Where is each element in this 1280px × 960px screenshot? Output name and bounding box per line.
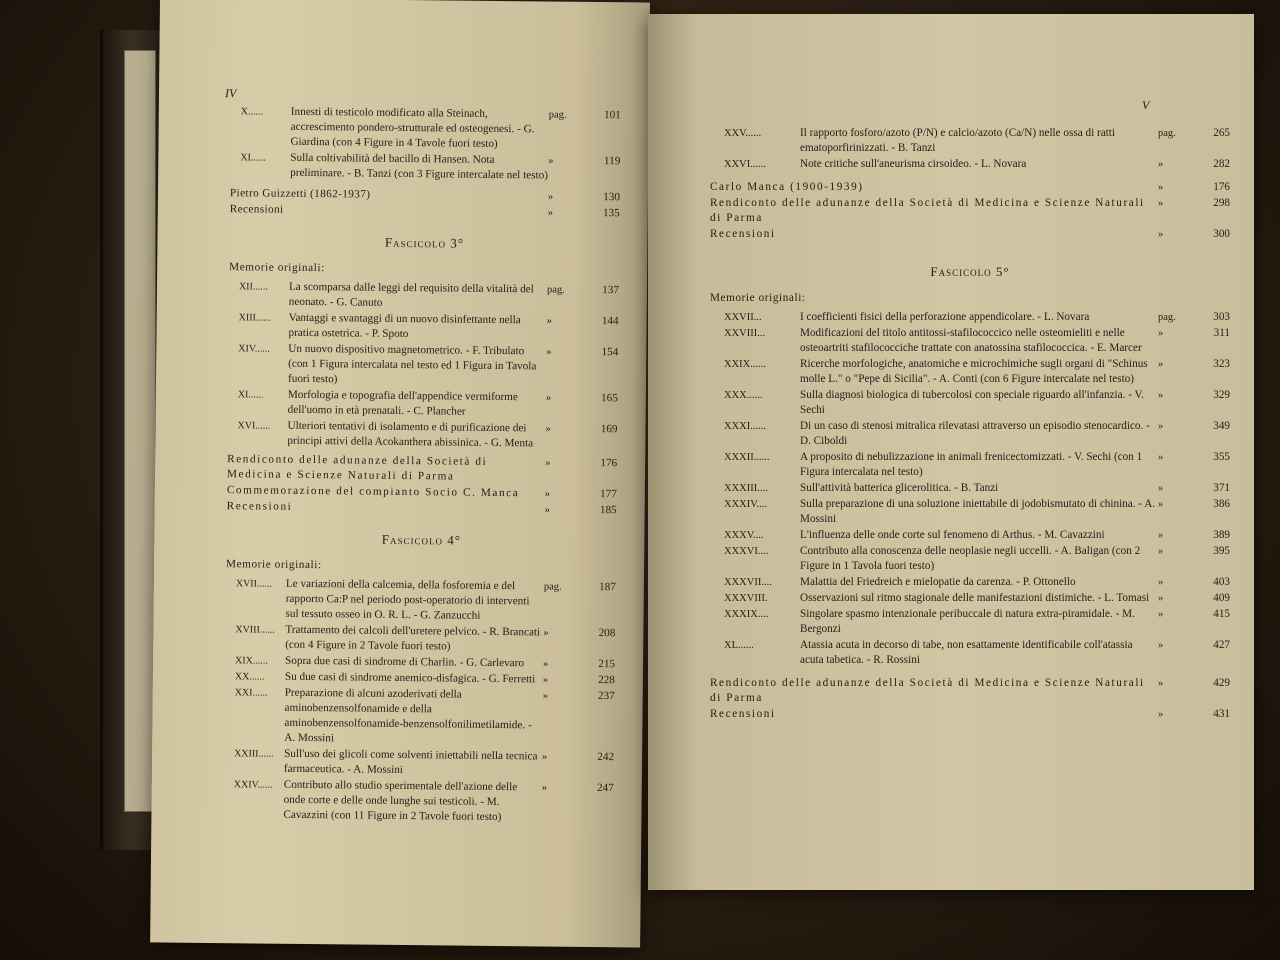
- page-reference: 176: [1213, 181, 1230, 193]
- entry-number: XXXVI....: [724, 546, 769, 557]
- page-prefix: »: [1158, 546, 1164, 557]
- page-prefix: »: [1158, 483, 1164, 494]
- toc-entry: [710, 326, 1230, 356]
- entry-number: XII......: [238, 281, 268, 293]
- page-prefix: »: [547, 191, 554, 203]
- page-prefix: »: [546, 346, 552, 358]
- toc-entry: [710, 575, 1230, 590]
- entry-number: XIX......: [235, 655, 268, 667]
- toc-entry: [230, 150, 620, 184]
- page-reference: 429: [1213, 677, 1230, 689]
- page-prefix: »: [1158, 359, 1164, 370]
- section-title: Pietro Guizzetti (1862-1937): [229, 187, 371, 201]
- toc-entry: [710, 419, 1230, 449]
- memorie-originali-label: Memorie originali:: [229, 261, 325, 275]
- toc-entry: [228, 341, 618, 390]
- entry-number: XXVI......: [724, 159, 766, 170]
- page-reference: 169: [600, 423, 618, 436]
- entry-title: Singolare spasmo intenzionale peribuccale di natura extra-piramidale. - M. Bergonzi: [800, 608, 1135, 635]
- page-reference: 303: [1213, 311, 1230, 323]
- section-title: Recensioni: [710, 228, 776, 240]
- page-reference: 208: [598, 627, 616, 640]
- page-reference: 300: [1213, 228, 1230, 240]
- entry-title: Su due casi di sindrome anemico-disfagica. - G. Ferretti: [284, 670, 536, 686]
- entry-number: XVIII......: [235, 624, 275, 636]
- entry-number: XXXIX....: [724, 609, 769, 620]
- entry-title: Ulteriori tentativi di isolamento e di purificazione dei principi attivi della Acokanthera abissinica. - G. Menta: [287, 419, 534, 450]
- page-prefix: »: [1158, 421, 1164, 432]
- page-reference: 265: [1213, 127, 1230, 139]
- entry-title: Le variazioni della calcemia, della fosforemia e del rapporto Ca:P nel periodo post-operatorio di interventi sul tessuto osseo in O. R. L. - G. Zanzucchi: [285, 577, 530, 622]
- page-reference: 247: [596, 782, 614, 795]
- toc-entry: [230, 104, 620, 153]
- page-reference: 355: [1213, 451, 1230, 463]
- entry-number: XXVIII...: [724, 328, 766, 339]
- entry-number: XXXIII....: [724, 483, 768, 494]
- page-reference: 165: [600, 392, 618, 405]
- left-page-contents: [223, 104, 621, 827]
- entry-title: Di un caso di stenosi mitralica rilevatasi attraverso un episodio stenocardico. - D. Ciboldi: [800, 420, 1150, 447]
- entry-number: XXXII......: [724, 452, 770, 463]
- entry-title: Sulla coltivabilità del bacillo di Hansen. Nota preliminare. - B. Tanzi (con 3 Figure intercalate nel testo): [290, 151, 549, 182]
- toc-entry: [224, 685, 615, 749]
- entry-number: XL......: [724, 640, 754, 651]
- page-prefix: pag.: [548, 109, 567, 121]
- entry-number: XXXVII....: [724, 577, 772, 588]
- entry-title: Malattia del Friedreich e mielopatie da carenza. - P. Ottonello: [800, 576, 1076, 588]
- page-number-v: V: [1142, 98, 1150, 112]
- section-title: Rendiconto delle adunanze della Società di Medicina e Scienze Naturali di Parma: [710, 677, 1145, 704]
- page-prefix: »: [1158, 640, 1164, 651]
- toc-entry: [710, 607, 1230, 637]
- page-prefix: »: [544, 488, 551, 500]
- page-prefix: »: [1158, 198, 1164, 209]
- entry-title: Morfologia e topografia dell'appendice vermiforme dell'uomo in età prenatali. - C. Plancher: [287, 388, 518, 418]
- toc-entry: [228, 310, 618, 344]
- page-prefix: »: [542, 690, 549, 702]
- entry-title: Contributo alla conoscenza delle neoplasie negli uccelli. - A. Baligan (con 2 Figure in 1 Tavola fuori testo): [800, 545, 1141, 572]
- page-prefix: »: [548, 155, 554, 167]
- right-page: [648, 14, 1254, 890]
- toc-section-entry: [710, 196, 1230, 226]
- page-reference: 185: [599, 504, 617, 517]
- entry-number: XXIX......: [724, 359, 766, 370]
- page-reference: 237: [597, 690, 615, 703]
- entry-title: Ricerche morfologiche, anatomiche e microchimiche sugli organi di "Schinus molle L." o "Pepe di Sicilia". - A. Conti (con 6 Figure intercalate nel testo): [800, 358, 1148, 385]
- page-reference: 403: [1213, 576, 1230, 588]
- page-reference: 395: [1213, 545, 1230, 557]
- entry-title: A proposito di nebulizzazione in animali frenicectomizzati. - V. Sechi (con 1 Figura intercalata nel testo): [800, 451, 1143, 478]
- page-reference: 282: [1213, 158, 1230, 170]
- page-prefix: »: [545, 392, 552, 404]
- toc-entry: [710, 638, 1230, 668]
- entry-title: Trattamento dei calcoli dell'uretere pelvico. - R. Brancati (con 4 Figure in 2 Tavole fuori testo): [285, 623, 541, 653]
- entry-title: Un nuovo dispositivo magnetometrico. - F. Tribulato (con 1 Figura intercalata nel testo ed 1 Figura in Tavola fuori testo): [287, 342, 537, 386]
- page-reference: 130: [603, 191, 621, 204]
- page-prefix: pag.: [1158, 128, 1176, 139]
- page-prefix: pag.: [1158, 312, 1176, 323]
- page-prefix: »: [547, 207, 554, 219]
- entry-number: XXIV......: [233, 779, 273, 791]
- toc-entry: [229, 279, 619, 313]
- page-reference: 389: [1213, 529, 1230, 541]
- page-prefix: »: [1158, 182, 1164, 193]
- entry-number: XXXIV....: [724, 499, 767, 510]
- page-reference: 431: [1213, 708, 1230, 720]
- toc-entry: [710, 310, 1230, 325]
- entry-title: Sopra due casi di sindrome di Charlin. - G. Carlevaro: [285, 654, 525, 670]
- entry-title: Sull'uso dei glicoli come solventi iniettabili nella tecnica farmaceutica. - A. Mossini: [283, 747, 538, 777]
- page-prefix: »: [541, 782, 548, 794]
- page-reference: 101: [603, 109, 621, 122]
- entry-title: Il rapporto fosforo/azoto (P/N) e calcio/azoto (Ca/N) nelle ossa di ratti ematoporfirinizzati. - B. Tanzi: [800, 127, 1116, 154]
- entry-number: XXI......: [234, 687, 268, 699]
- entry-number: XIII......: [238, 312, 271, 324]
- page-prefix: »: [1158, 609, 1164, 620]
- entry-number: XXIII......: [234, 748, 274, 760]
- toc-entry: [223, 777, 613, 826]
- page-prefix: »: [543, 627, 549, 639]
- toc-entry: [710, 388, 1230, 418]
- toc-section-entry: [710, 676, 1230, 706]
- toc-entry: [710, 357, 1230, 387]
- entry-number: XXX......: [724, 390, 763, 401]
- section-title: Rendiconto delle adunanze della Società di Medicina e Scienze Naturali di Parma: [710, 197, 1145, 224]
- toc-section-entry: [227, 499, 617, 518]
- entry-title: Note critiche sull'aneurisma cirsoideo. - L. Novara: [800, 158, 1027, 170]
- section-title: Recensioni: [710, 708, 776, 720]
- page-reference: 298: [1213, 197, 1230, 209]
- memorie-originali-label: Memorie originali:: [710, 292, 806, 304]
- page-prefix: »: [1158, 593, 1164, 604]
- entry-title: Osservazioni sul ritmo stagionale delle manifestazioni distimiche. - L. Tomasi: [800, 592, 1150, 604]
- page-prefix: pag.: [546, 284, 565, 296]
- toc-entry: [228, 387, 618, 421]
- toc-entry: [710, 497, 1230, 527]
- toc-entry: [225, 622, 615, 656]
- entry-number: XXXI......: [724, 421, 766, 432]
- page-prefix: »: [544, 504, 550, 516]
- toc-entry: [710, 528, 1230, 543]
- section-title: Recensioni: [226, 500, 293, 513]
- page-reference: 135: [602, 207, 620, 220]
- page-reference: 215: [598, 658, 616, 671]
- left-page: [150, 0, 650, 948]
- page-reference: 119: [603, 155, 621, 168]
- page-reference: 311: [1213, 327, 1230, 339]
- page-reference: 187: [599, 581, 616, 594]
- page-reference: 177: [599, 488, 617, 501]
- page-prefix: »: [546, 315, 552, 327]
- entry-number: XVI......: [237, 420, 271, 432]
- fascicolo-4-heading: Fascicolo 4°: [381, 531, 462, 548]
- page-prefix: »: [542, 674, 549, 686]
- page-reference: 228: [598, 674, 615, 687]
- page-number-iv: IV: [224, 86, 237, 101]
- toc-entry: [710, 481, 1230, 496]
- entry-title: L'influenza delle onde corte sul fenomeno di Arthus. - M. Cavazzini: [800, 529, 1105, 541]
- entry-title: Sulla preparazione di una soluzione iniettabile di jodobismutato di chinina. - A. Mossini: [800, 498, 1156, 525]
- section-title: Recensioni: [229, 203, 284, 216]
- entry-number: XXVII...: [724, 312, 762, 323]
- page-reference: 137: [602, 284, 620, 297]
- page-reference: 386: [1213, 498, 1230, 510]
- page-prefix: »: [1158, 499, 1164, 510]
- page-prefix: »: [542, 658, 549, 670]
- page-reference: 349: [1213, 420, 1230, 432]
- toc-entry: [710, 126, 1230, 156]
- toc-entry: [227, 418, 617, 452]
- right-page-contents: [710, 126, 1230, 723]
- section-title: Carlo Manca (1900-1939): [710, 181, 864, 193]
- toc-section-entry: [710, 180, 1230, 195]
- toc-section-entry: [710, 707, 1230, 722]
- page-reference: 427: [1213, 639, 1230, 651]
- entry-title: Modificazioni del titolo antitossi-stafilococcico nelle osteomieliti e nelle osteoartriti stafilococciche trattate con anatossina stafilococcica. - E. Marcer: [800, 327, 1142, 354]
- toc-entry: [710, 157, 1230, 172]
- page-prefix: »: [1158, 709, 1164, 720]
- section-title: Rendiconto delle adunanze della Società di Medicina e Scienze Naturali di Parma: [226, 453, 488, 483]
- page-prefix: »: [1158, 328, 1164, 339]
- entry-number: XIV......: [238, 343, 270, 355]
- page-reference: 329: [1213, 389, 1230, 401]
- page-reference: 415: [1213, 608, 1230, 620]
- toc-entry: [710, 450, 1230, 480]
- entry-number: XXV......: [724, 128, 762, 139]
- toc-section-entry: [230, 202, 620, 221]
- entry-title: Innesti di testicolo modificato alla Steinach, accrescimento pondero-strutturale ed osteogenesi. - G. Giardina (con 4 Figure in 4 Tavole fuori testo): [290, 105, 535, 150]
- page-prefix: »: [1158, 159, 1164, 170]
- entry-number: XI......: [240, 152, 266, 164]
- page-reference: 242: [597, 751, 615, 764]
- entry-title: Sull'attività batterica glicerolitica. - B. Tanzi: [800, 482, 999, 494]
- page-prefix: »: [1158, 530, 1164, 541]
- entry-number: XXXV....: [724, 530, 764, 541]
- toc-section-entry: [710, 227, 1230, 242]
- page-edges: [124, 50, 156, 812]
- toc-entry: [710, 544, 1230, 574]
- fascicolo-3-heading: Fascicolo 3°: [384, 234, 465, 251]
- page-reference: 144: [601, 315, 619, 328]
- page-prefix: »: [1158, 390, 1164, 401]
- page-reference: 323: [1213, 358, 1230, 370]
- entry-title: Contributo allo studio sperimentale dell'azione delle onde corte e delle onde lunghe sui testicoli. - M. Cavazzini (con 11 Figure in 2 Tavole fuori testo): [283, 778, 518, 824]
- entry-number: XVII......: [235, 578, 273, 590]
- page-prefix: »: [1158, 577, 1164, 588]
- entry-title: Atassia acuta in decorso di tabe, non esattamente identificabile coll'atassia acuta tabetica. - R. Rossini: [800, 639, 1133, 666]
- memorie-originali-label: Memorie originali:: [226, 558, 322, 572]
- entry-title: La scomparsa dalle leggi del requisito della vitalità del neonato. - G. Canuto: [288, 280, 534, 309]
- page-prefix: »: [542, 751, 548, 763]
- entry-title: Vantaggi e svantaggi di un nuovo disinfettante nella pratica ostetrica. - P. Spoto: [288, 311, 521, 341]
- entry-title: Sulla diagnosi biologica di tubercolosi con speciale riguardo all'infanzia. - V. Sechi: [800, 389, 1144, 416]
- page-reference: 176: [600, 457, 618, 470]
- page-prefix: »: [545, 423, 551, 435]
- page-prefix: »: [1158, 678, 1164, 689]
- entry-number: XX......: [234, 671, 265, 683]
- page-reference: 409: [1213, 592, 1230, 604]
- section-title: Commemorazione del compianto Socio C. Manca: [226, 484, 520, 500]
- page-reference: 371: [1213, 482, 1230, 494]
- entry-number: XXXVIII.: [724, 593, 768, 604]
- toc-section-entry: [227, 452, 617, 486]
- page-prefix: »: [1158, 452, 1164, 463]
- entry-title: I coefficienti fisici della perforazione appendicolare. - L. Novara: [800, 311, 1090, 323]
- page-reference: 154: [601, 346, 619, 359]
- entry-number: XI......: [237, 389, 264, 401]
- entry-title: Preparazione di alcuni azoderivati della aminobenzensolfonamide e della aminobenzensolfonamide-benzensolfonilimetilamide. - A. Mossini: [284, 686, 532, 745]
- page-prefix: »: [545, 457, 551, 469]
- toc-entry: [225, 576, 615, 625]
- fascicolo-5-heading: Fascicolo 5°: [930, 264, 1010, 279]
- page-prefix: »: [1158, 229, 1164, 240]
- page-prefix: pag.: [543, 581, 562, 593]
- entry-number: X......: [240, 106, 264, 118]
- toc-entry: [710, 591, 1230, 606]
- toc-entry: [224, 746, 614, 780]
